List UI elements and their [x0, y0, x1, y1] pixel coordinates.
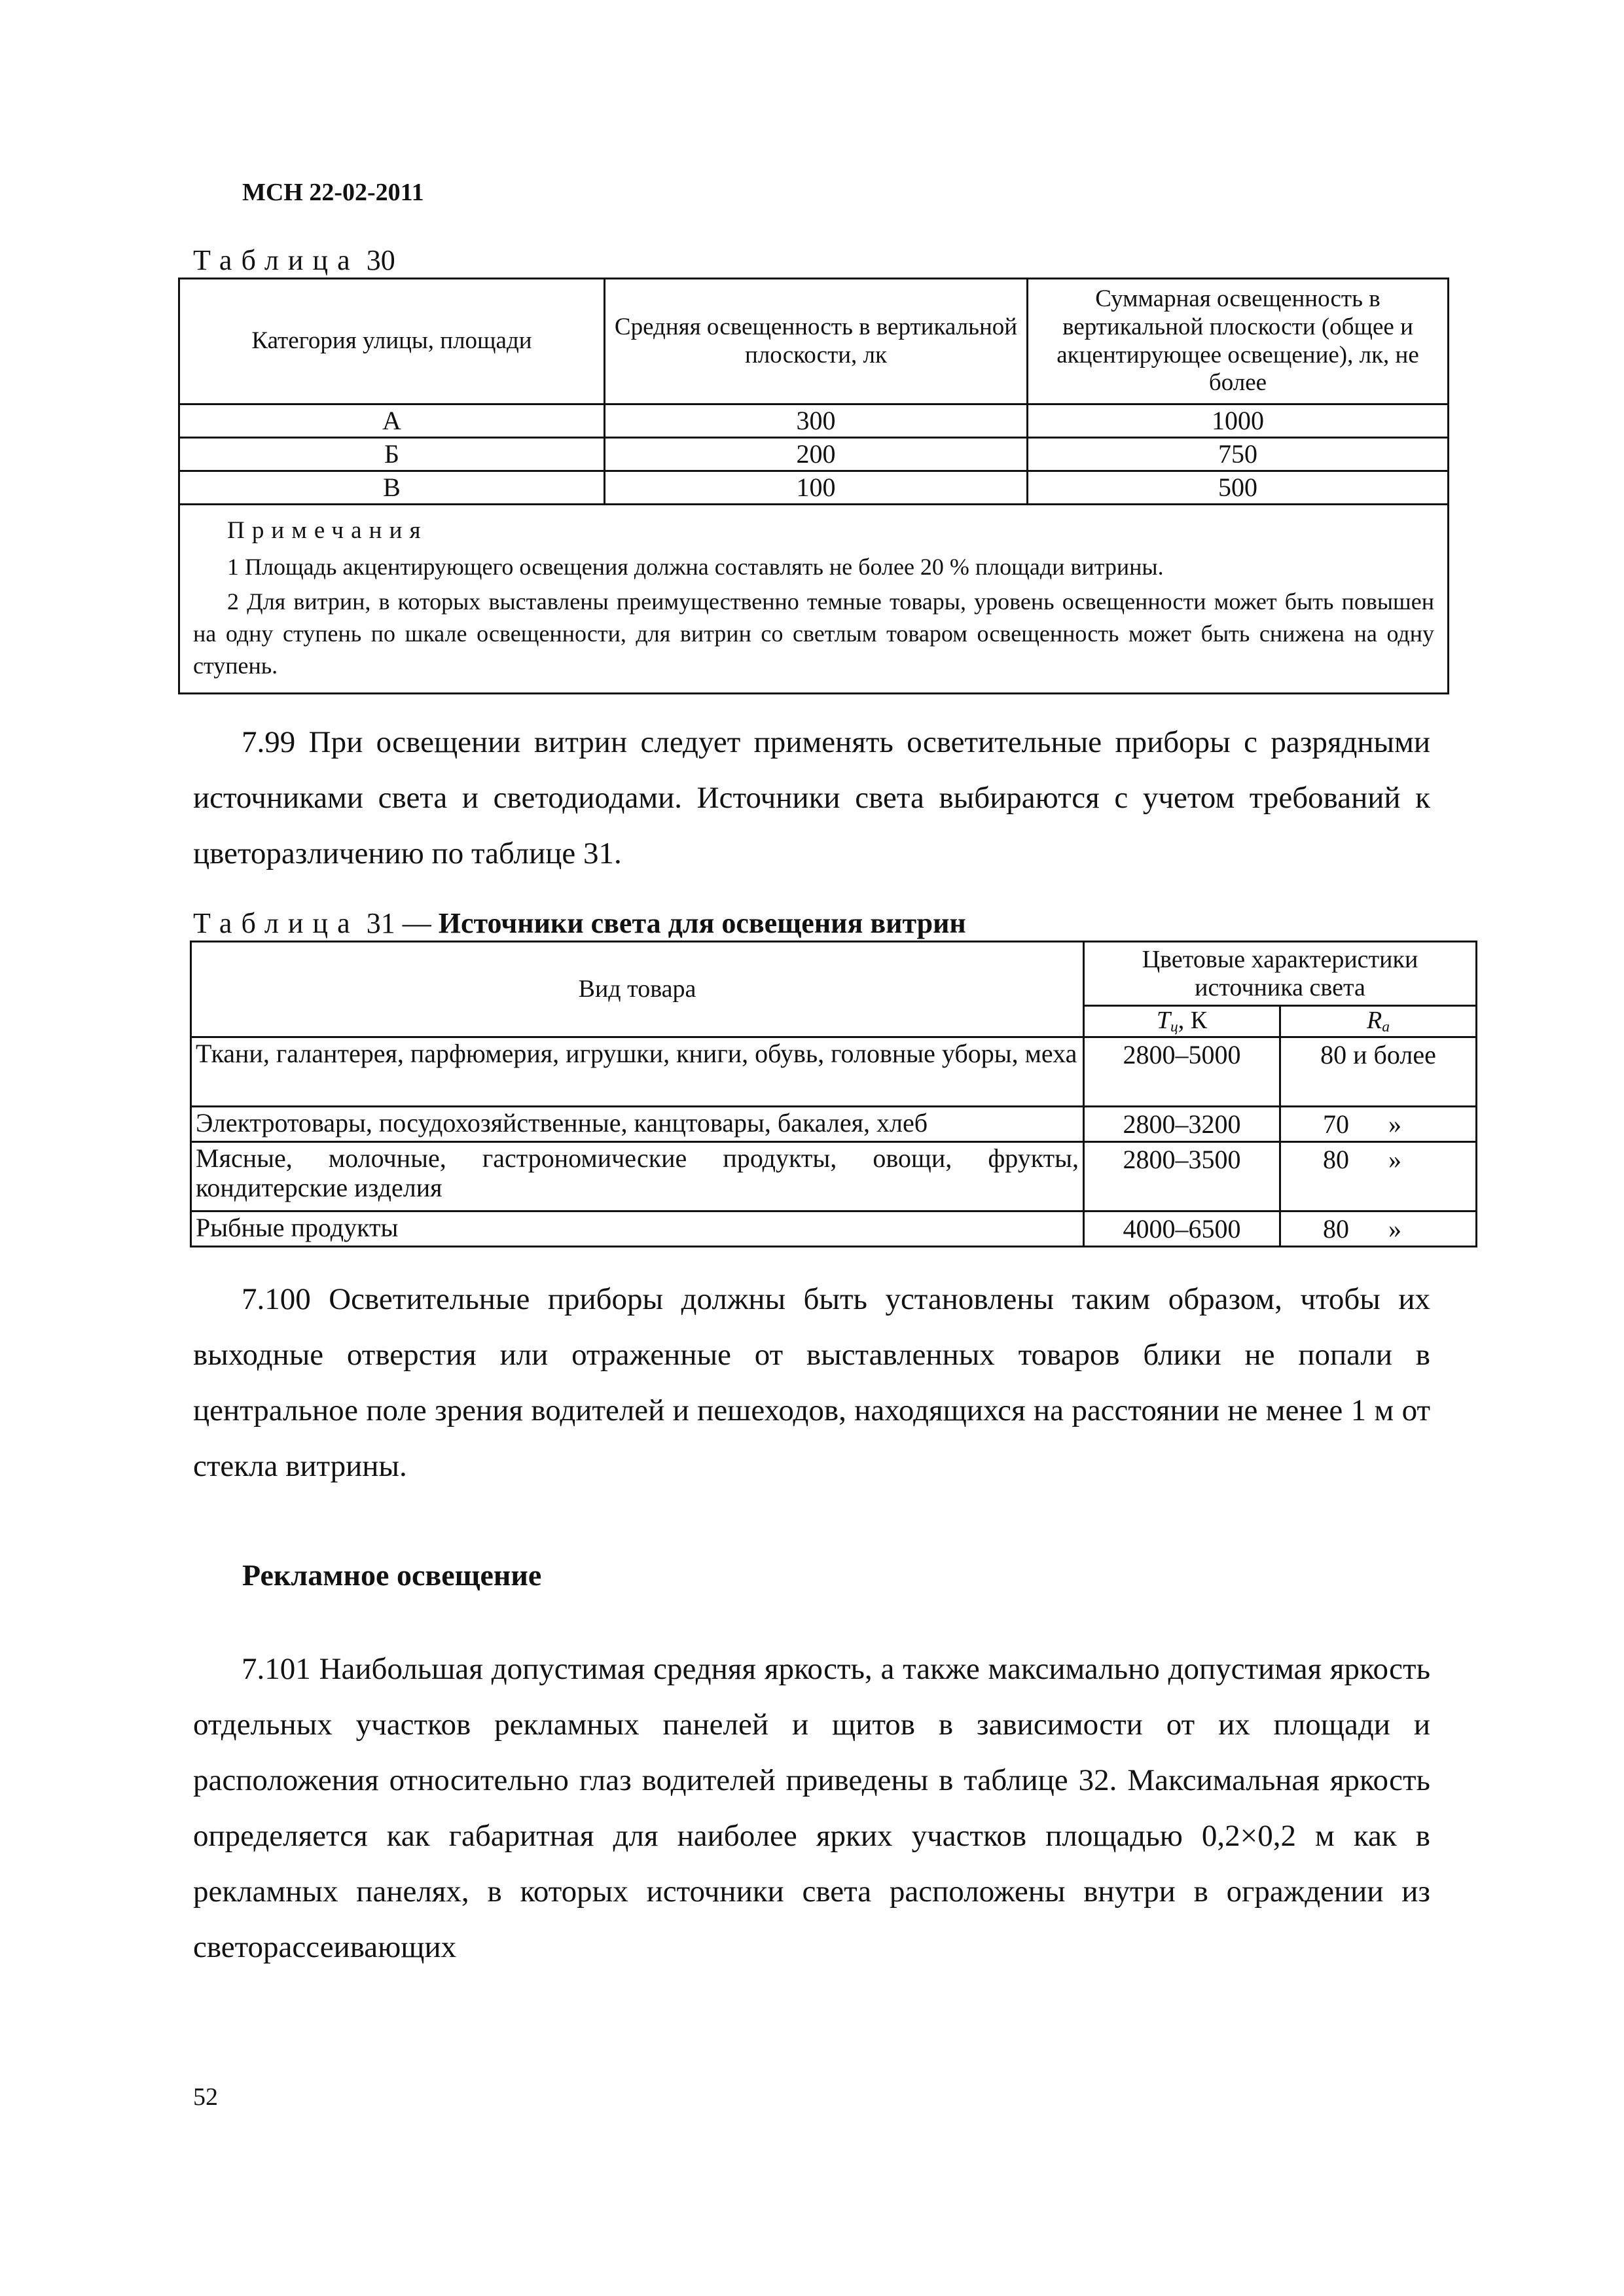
- table-cell-product: Электротовары, посудохозяйственные, канцтовары, бакалея, хлеб: [191, 1107, 1084, 1142]
- table-row: [179, 438, 1449, 471]
- table-30-header-cell: Суммарная освещенность в вертикальной плоскости (общее и акцентирующее освещение), лк, не более: [1028, 279, 1449, 404]
- paragraph-7-101: 7.101 Наибольшая допустимая средняя яркость, а также максимально допустимая яркость отдельных участков рекламных панелей и щитов в зависимости от их площади и расположения относительно глаз водителей приведены в таблице 32. Максимальная яркость определяется как габаритная для наиболее ярких участков площадью 0,2×0,2 м как в рекламных панелях, в которых источники света расположены внутри в ограждении из светорассеивающих: [193, 1652, 1430, 1964]
- table-cell: 500: [1028, 471, 1449, 505]
- table-cell-ra: 80 »: [1280, 1211, 1477, 1247]
- table-30-header-row: [179, 279, 1449, 404]
- table-30-header-cell: Средняя освещенность в вертикальной плоскости, лк: [605, 279, 1028, 404]
- table-30-notes-row: [179, 505, 1449, 694]
- table-30-header-cell: Категория улицы, площади: [179, 279, 605, 404]
- document-code: МСН 22-02-2011: [242, 179, 424, 206]
- table-31-caption-title: Источники света для освещения витрин: [438, 907, 966, 939]
- section-title: Рекламное освещение: [242, 1558, 542, 1592]
- t-subscript: ц: [1170, 1018, 1178, 1036]
- table-cell: 200: [605, 438, 1028, 471]
- r-subscript: a: [1382, 1018, 1390, 1036]
- table-cell: В: [179, 471, 605, 505]
- table-30-caption: [193, 243, 395, 277]
- note-2: 2 Для витрин, в которых выставлены преимущественно темные товары, уровень освещенности может быть повышен на одну ступень по шкале освещенности, для витрин со светлым товаром освещенность может быть снижена на одну ступень.: [193, 588, 1434, 679]
- table-cell-t: 4000–6500: [1084, 1211, 1280, 1247]
- table-cell-ra: 70 »: [1280, 1107, 1477, 1142]
- table-31-header-product: Вид товара: [191, 942, 1084, 1037]
- page-number: 52: [193, 2083, 218, 2111]
- table-row: [191, 1107, 1477, 1142]
- table-cell: 1000: [1028, 404, 1449, 438]
- table-31: [190, 941, 1477, 1247]
- r-symbol: R: [1367, 1007, 1382, 1035]
- table-31-header-row: [191, 942, 1477, 1006]
- table-30-caption-number: 30: [366, 244, 395, 276]
- table-30: [178, 278, 1449, 694]
- table-cell: 100: [605, 471, 1028, 505]
- table-30-notes: [179, 505, 1449, 694]
- table-31-caption: [193, 906, 966, 940]
- table-cell-t: 2800–3500: [1084, 1142, 1280, 1211]
- table-cell-product: Мясные, молочные, гастрономические продукты, овощи, фрукты, кондитерские изделия: [191, 1142, 1084, 1211]
- table-cell-t: 2800–5000: [1084, 1037, 1280, 1107]
- table-row: [191, 1142, 1477, 1211]
- t-symbol: T: [1156, 1007, 1170, 1035]
- table-cell: 750: [1028, 438, 1449, 471]
- paragraph-7-100: 7.100 Осветительные приборы должны быть установлены таким образом, чтобы их выходные отверстия или отраженные от выставленных товаров блики не попали в центральное поле зрения водителей и пешеходов, находящихся на расстоянии не менее 1 м от стекла витрины.: [193, 1282, 1430, 1483]
- t-unit: , К: [1178, 1007, 1208, 1035]
- paragraph-7-99: 7.99 При освещении витрин следует применять осветительные приборы с разрядными источниками света и светодиодами. Источники света выбираются с учетом требований к цветоразличению по таблице 31.: [193, 725, 1430, 870]
- table-31-header-ra: [1280, 1006, 1477, 1037]
- table-30-caption-prefix: Таблица: [193, 244, 359, 276]
- table-cell-ra: 80 »: [1280, 1142, 1477, 1211]
- table-cell-product: Рыбные продукты: [191, 1211, 1084, 1247]
- notes-title: Примечания: [227, 517, 428, 544]
- table-31-header-color: Цветовые характеристики источника света: [1084, 942, 1477, 1006]
- table-row: [179, 404, 1449, 438]
- table-cell: 300: [605, 404, 1028, 438]
- table-cell-t: 2800–3200: [1084, 1107, 1280, 1142]
- table-31-caption-number: 31 —: [366, 907, 431, 939]
- table-row: [191, 1211, 1477, 1247]
- table-cell: А: [179, 404, 605, 438]
- table-31-header-t: [1084, 1006, 1280, 1037]
- table-row: [191, 1037, 1477, 1107]
- table-cell: Б: [179, 438, 605, 471]
- note-1: 1 Площадь акцентирующего освещения должна составлять не более 20 % площади витрины.: [227, 554, 1164, 581]
- table-cell-ra: 80 и более: [1280, 1037, 1477, 1107]
- table-cell-product: Ткани, галантерея, парфюмерия, игрушки, книги, обувь, головные уборы, меха: [191, 1037, 1084, 1107]
- table-31-caption-prefix: Таблица: [193, 907, 359, 939]
- table-row: [179, 471, 1449, 505]
